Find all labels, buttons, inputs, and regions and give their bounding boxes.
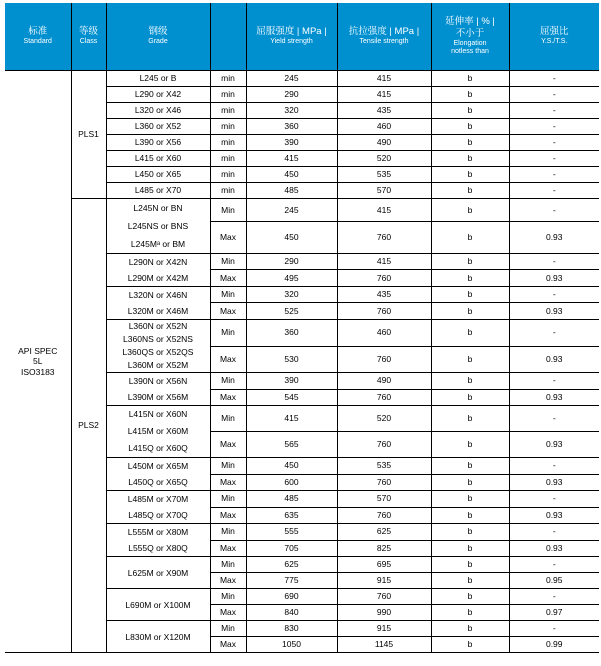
grade-group-cell [106, 199, 210, 254]
class-cell-pls2: PLS2 [71, 199, 106, 653]
limit-cell: min [210, 151, 246, 167]
ratio-cell: 0.93 [509, 540, 599, 557]
limit-cell: Min [210, 287, 246, 303]
elongation-cell: b [431, 621, 509, 637]
yield-cell: 830 [246, 621, 337, 637]
elongation-cell: b [431, 183, 509, 199]
elongation-cell: b [431, 270, 509, 287]
yield-cell: 245 [246, 71, 337, 87]
grade-label: L625M or X90M [127, 567, 189, 578]
tensile-cell: 460 [337, 320, 431, 347]
tensile-cell: 760 [337, 303, 431, 320]
header-elongation [431, 3, 509, 71]
grade-cell: L290 or X42 [106, 87, 210, 103]
header-elongation-zh2: 不小于 [455, 27, 485, 39]
grade-label: L485M or X70M [127, 494, 189, 504]
table-row [5, 199, 599, 222]
elongation-cell: b [431, 346, 509, 373]
limit-cell: Min [210, 254, 246, 270]
tensile-cell: 760 [337, 589, 431, 605]
elongation-cell: b [431, 151, 509, 167]
table-body [5, 71, 599, 653]
header-standard-en: Standard [23, 38, 52, 46]
grade-label: L415M or X60M [127, 426, 189, 436]
yield-cell: 495 [246, 270, 337, 287]
standard-line3: ISO3183 [20, 366, 55, 377]
tensile-cell: 535 [337, 167, 431, 183]
ratio-cell: - [509, 103, 599, 119]
yield-cell: 360 [246, 320, 337, 347]
header-grade-en: Grade [148, 38, 168, 46]
grade-group-cell [106, 458, 210, 491]
grade-group-cell [106, 491, 210, 524]
yield-cell: 1050 [246, 637, 337, 653]
limit-cell: min [210, 167, 246, 183]
tensile-cell: 415 [337, 254, 431, 270]
elongation-cell: b [431, 557, 509, 573]
grade-cell: L415 or X60 [106, 151, 210, 167]
header-grade [106, 3, 210, 71]
elongation-cell: b [431, 303, 509, 320]
grade-cell: L450 or X65 [106, 167, 210, 183]
yield-cell: 775 [246, 573, 337, 589]
tensile-cell: 435 [337, 103, 431, 119]
grade-label: L360M or X52M [127, 360, 189, 370]
elongation-cell: b [431, 524, 509, 541]
ratio-cell: - [509, 524, 599, 541]
tensile-cell: 760 [337, 507, 431, 524]
grade-label: L290N or X42N [128, 257, 188, 267]
limit-cell: Min [210, 458, 246, 475]
grade-group-cell [106, 557, 210, 589]
ratio-cell: - [509, 621, 599, 637]
elongation-cell: b [431, 458, 509, 475]
tensile-cell: 760 [337, 389, 431, 406]
ratio-cell: - [509, 151, 599, 167]
ratio-cell: 0.93 [509, 222, 599, 254]
header-tensile-zh: 抗拉强度 | MPa | [348, 26, 420, 38]
limit-cell: min [210, 71, 246, 87]
grade-group-cell [106, 373, 210, 406]
limit-cell: Max [210, 222, 246, 254]
yield-cell: 840 [246, 605, 337, 621]
grade-label: L290M or X42M [127, 273, 189, 283]
limit-cell: Min [210, 557, 246, 573]
elongation-cell: b [431, 637, 509, 653]
elongation-cell: b [431, 373, 509, 390]
grade-cell: L360 or X52 [106, 119, 210, 135]
limit-cell: Max [210, 389, 246, 406]
ratio-cell: 0.93 [509, 389, 599, 406]
tensile-cell: 990 [337, 605, 431, 621]
tensile-cell: 460 [337, 119, 431, 135]
yield-cell: 415 [246, 151, 337, 167]
yield-cell: 555 [246, 524, 337, 541]
grade-label: L390N or X56N [128, 376, 188, 386]
grade-group-cell [106, 406, 210, 458]
ratio-cell: - [509, 557, 599, 573]
elongation-cell: b [431, 573, 509, 589]
ratio-cell: - [509, 199, 599, 222]
limit-cell: Max [210, 573, 246, 589]
elongation-cell: b [431, 432, 509, 458]
grade-label: L415N or X60N [128, 409, 188, 419]
grade-label: L485Q or X70Q [128, 510, 188, 520]
header-ratio-en: Y.S./T.S. [541, 38, 568, 46]
limit-cell: Max [210, 346, 246, 373]
grade-group-cell [106, 524, 210, 557]
grade-label: L360N or X52N [128, 321, 188, 331]
ratio-cell: - [509, 287, 599, 303]
grade-group-cell [106, 287, 210, 320]
tensile-cell: 435 [337, 287, 431, 303]
tensile-cell: 570 [337, 491, 431, 508]
yield-cell: 485 [246, 491, 337, 508]
tensile-cell: 760 [337, 270, 431, 287]
ratio-cell: - [509, 119, 599, 135]
tensile-cell: 760 [337, 474, 431, 491]
ratio-cell: - [509, 167, 599, 183]
pipe-grade-specification-table [5, 3, 599, 653]
elongation-cell: b [431, 474, 509, 491]
yield-cell: 450 [246, 167, 337, 183]
tensile-cell: 825 [337, 540, 431, 557]
ratio-cell: - [509, 183, 599, 199]
yield-cell: 360 [246, 119, 337, 135]
header-limit [210, 3, 246, 71]
yield-cell: 530 [246, 346, 337, 373]
yield-cell: 525 [246, 303, 337, 320]
header-standard [5, 3, 71, 71]
grade-cell: L390 or X56 [106, 135, 210, 151]
header-yield [246, 3, 337, 71]
limit-cell: Min [210, 524, 246, 541]
elongation-cell: b [431, 119, 509, 135]
header-elongation-en1: Elongation [453, 39, 487, 47]
elongation-cell: b [431, 320, 509, 347]
header-grade-zh: 钢级 [148, 26, 168, 38]
header-yield-zh: 屈服强度 | MPa | [256, 26, 327, 38]
header-tensile-en: Tensile strength [359, 38, 409, 46]
limit-cell: Max [210, 637, 246, 653]
grade-label: L360QS or X52QS [122, 347, 194, 357]
tensile-cell: 490 [337, 373, 431, 390]
grade-label: L320N or X46N [128, 290, 188, 300]
yield-cell: 450 [246, 222, 337, 254]
limit-cell: Min [210, 621, 246, 637]
grade-label: L360NS or X52NS [123, 334, 193, 344]
tensile-cell: 520 [337, 151, 431, 167]
tensile-cell: 570 [337, 183, 431, 199]
grade-label: L415Q or X60Q [128, 443, 188, 453]
limit-cell: Max [210, 474, 246, 491]
grade-group-cell [106, 320, 210, 373]
grade-group-cell [106, 621, 210, 653]
table-row [5, 71, 599, 87]
tensile-cell: 415 [337, 87, 431, 103]
elongation-cell: b [431, 389, 509, 406]
tensile-cell: 490 [337, 135, 431, 151]
header-ratio [509, 3, 599, 71]
header-class-en: Class [79, 38, 98, 46]
grade-label: L320M or X46M [127, 306, 189, 316]
elongation-cell: b [431, 87, 509, 103]
limit-cell: Min [210, 406, 246, 432]
limit-cell: Max [210, 432, 246, 458]
yield-cell: 545 [246, 389, 337, 406]
yield-cell: 320 [246, 287, 337, 303]
yield-cell: 290 [246, 254, 337, 270]
tensile-cell: 760 [337, 346, 431, 373]
tensile-cell: 415 [337, 71, 431, 87]
limit-cell: min [210, 183, 246, 199]
yield-cell: 390 [246, 135, 337, 151]
standard-line2: 5L [33, 356, 43, 367]
elongation-cell: b [431, 491, 509, 508]
yield-cell: 625 [246, 557, 337, 573]
yield-cell: 600 [246, 474, 337, 491]
grade-label: L690M or X100M [125, 599, 191, 610]
elongation-cell: b [431, 254, 509, 270]
elongation-cell: b [431, 199, 509, 222]
header-elongation-en2: notless than [451, 48, 489, 56]
elongation-cell: b [431, 103, 509, 119]
tensile-cell: 760 [337, 222, 431, 254]
limit-cell: Max [210, 303, 246, 320]
elongation-cell: b [431, 406, 509, 432]
ratio-cell: - [509, 320, 599, 347]
ratio-cell: 0.93 [509, 507, 599, 524]
grade-label: L555M or X80M [127, 527, 189, 537]
ratio-cell: - [509, 491, 599, 508]
header-tensile [337, 3, 431, 71]
grade-label: L245Mᵃ or BM [130, 239, 186, 249]
tensile-cell: 535 [337, 458, 431, 475]
ratio-cell: - [509, 589, 599, 605]
ratio-cell: 0.99 [509, 637, 599, 653]
tensile-cell: 695 [337, 557, 431, 573]
standard-line1: API SPEC [18, 345, 58, 356]
tensile-cell: 760 [337, 432, 431, 458]
grade-cell: L485 or X70 [106, 183, 210, 199]
header-elongation-zh1: 延伸率 | % | [445, 15, 495, 27]
tensile-cell: 520 [337, 406, 431, 432]
grade-label: L245N or BN [133, 203, 183, 213]
limit-cell: Min [210, 320, 246, 347]
elongation-cell: b [431, 540, 509, 557]
yield-cell: 450 [246, 458, 337, 475]
yield-cell: 320 [246, 103, 337, 119]
limit-cell: Min [210, 199, 246, 222]
grade-cell: L320 or X46 [106, 103, 210, 119]
tensile-cell: 915 [337, 621, 431, 637]
yield-cell: 485 [246, 183, 337, 199]
limit-cell: min [210, 87, 246, 103]
grade-label: L450M or X65M [127, 461, 189, 471]
limit-cell: Min [210, 373, 246, 390]
ratio-cell: - [509, 458, 599, 475]
tensile-cell: 1145 [337, 637, 431, 653]
limit-cell: Min [210, 589, 246, 605]
grade-label: L390M or X56M [127, 392, 189, 402]
yield-cell: 635 [246, 507, 337, 524]
ratio-cell: 0.93 [509, 474, 599, 491]
elongation-cell: b [431, 287, 509, 303]
ratio-cell: - [509, 254, 599, 270]
header-ratio-zh: 屈强比 [539, 26, 569, 38]
ratio-cell: 0.95 [509, 573, 599, 589]
header-row [5, 3, 599, 71]
class-cell-pls1: PLS1 [71, 71, 106, 199]
yield-cell: 245 [246, 199, 337, 222]
limit-cell: Max [210, 507, 246, 524]
ratio-cell: - [509, 87, 599, 103]
elongation-cell: b [431, 589, 509, 605]
elongation-cell: b [431, 167, 509, 183]
elongation-cell: b [431, 507, 509, 524]
ratio-cell: 0.93 [509, 270, 599, 287]
grade-group-cell [106, 589, 210, 621]
ratio-cell: - [509, 71, 599, 87]
limit-cell: Min [210, 491, 246, 508]
ratio-cell: - [509, 135, 599, 151]
limit-cell: Max [210, 540, 246, 557]
yield-cell: 690 [246, 589, 337, 605]
ratio-cell: 0.93 [509, 303, 599, 320]
limit-cell: Max [210, 270, 246, 287]
header-yield-en: Yield strength [270, 38, 313, 46]
limit-cell: Max [210, 605, 246, 621]
grade-label: L245NS or BNS [127, 221, 189, 231]
limit-cell: min [210, 119, 246, 135]
header-class [71, 3, 106, 71]
tensile-cell: 625 [337, 524, 431, 541]
header-standard-zh: 标准 [28, 26, 48, 38]
tensile-cell: 415 [337, 199, 431, 222]
standard-cell [5, 71, 71, 653]
grade-cell: L245 or B [106, 71, 210, 87]
limit-cell: min [210, 135, 246, 151]
yield-cell: 415 [246, 406, 337, 432]
yield-cell: 565 [246, 432, 337, 458]
limit-cell: min [210, 103, 246, 119]
grade-group-cell [106, 254, 210, 287]
ratio-cell: - [509, 406, 599, 432]
ratio-cell: 0.93 [509, 346, 599, 373]
elongation-cell: b [431, 135, 509, 151]
ratio-cell: 0.97 [509, 605, 599, 621]
grade-label: L830M or X120M [125, 631, 191, 642]
grade-label: L555Q or X80Q [128, 543, 188, 553]
tensile-cell: 915 [337, 573, 431, 589]
yield-cell: 390 [246, 373, 337, 390]
elongation-cell: b [431, 71, 509, 87]
elongation-cell: b [431, 222, 509, 254]
ratio-cell: - [509, 373, 599, 390]
elongation-cell: b [431, 605, 509, 621]
ratio-cell: 0.93 [509, 432, 599, 458]
yield-cell: 705 [246, 540, 337, 557]
yield-cell: 290 [246, 87, 337, 103]
header-class-zh: 等级 [78, 26, 98, 38]
grade-label: L450Q or X65Q [128, 477, 188, 487]
